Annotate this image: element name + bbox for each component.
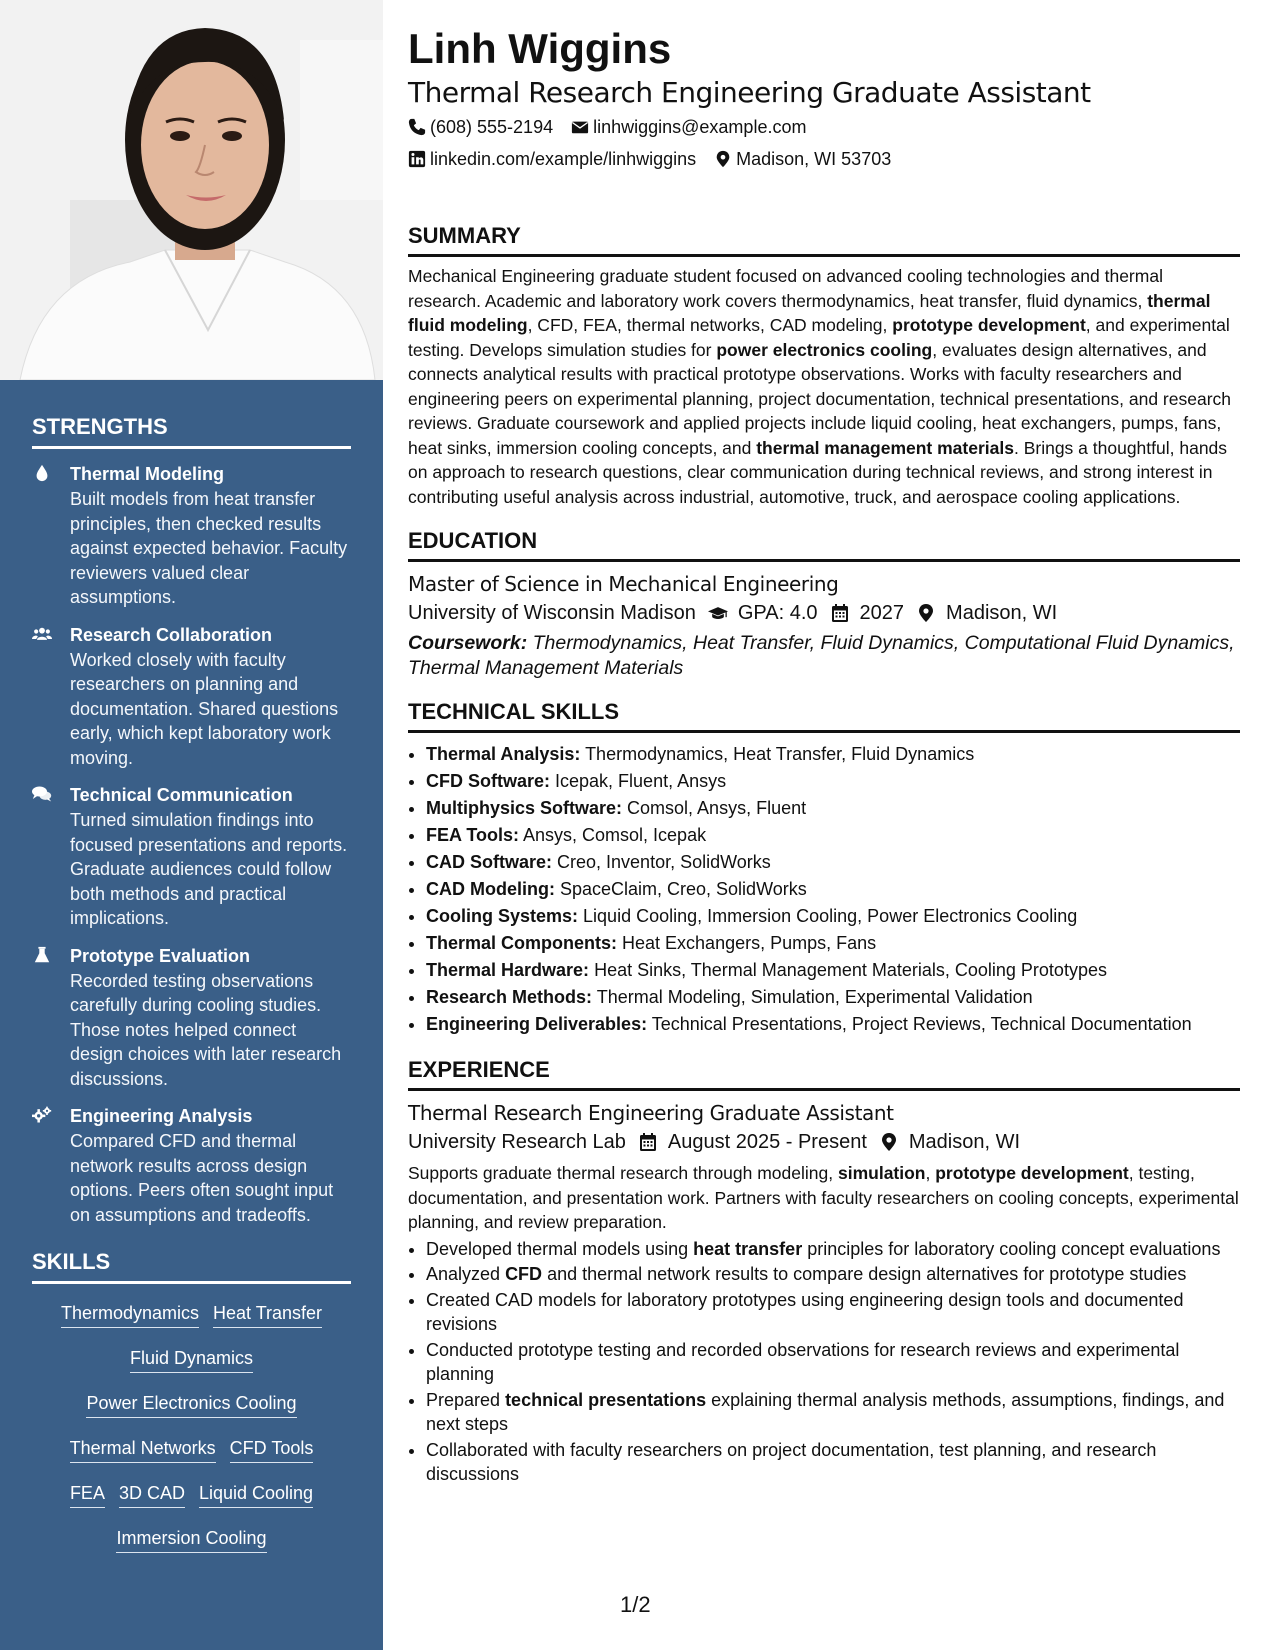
skill-category: Thermal Analysis: xyxy=(426,744,581,764)
text-run: Developed thermal models using xyxy=(426,1238,694,1259)
skills-heading: SKILLS xyxy=(32,1249,351,1284)
map-pin-icon xyxy=(714,150,732,168)
text-run: . Brings a thoughtful, hands on approach to research questions, clear communication during technical reviews, and strong interest in contributing useful analysis across industrial, automotive, truck, and aerospace cooling applications. xyxy=(408,437,1228,507)
skill-tag: Liquid Cooling xyxy=(199,1482,313,1508)
summary-text xyxy=(408,264,1240,509)
text-run: and thermal network results to compare design alternatives for prototype studies xyxy=(542,1264,1187,1284)
experience-meta xyxy=(408,1127,1240,1157)
strength-description: Compared CFD and thermal network results across design options. Peers often sought input on assumptions and tradeoffs. xyxy=(70,1131,334,1225)
school-name: University of Wisconsin Madison xyxy=(408,602,696,624)
strength-title: Technical Communication xyxy=(70,785,293,805)
flask-icon xyxy=(32,943,70,1092)
strength-item xyxy=(32,622,351,771)
experience-bullet xyxy=(426,1237,1240,1262)
bold-text: heat transfer xyxy=(693,1238,803,1259)
skill-tag: Power Electronics Cooling xyxy=(86,1392,296,1418)
comments-icon xyxy=(32,782,70,931)
text-run: , evaluates design alternatives, and connects analytical results with practical prototype observations. Works with faculty researchers and engineering peers on experimental planning, project documentation, technical presentations, and research reviews. Graduate coursework and applied projects include liquid cooling, heat exchangers, pumps, fans, heat sinks, immersion cooling concepts, and xyxy=(408,339,1232,458)
skill-values: Heat Sinks, Thermal Management Materials, Cooling Prototypes xyxy=(589,960,1107,980)
calendar-icon xyxy=(638,1132,658,1152)
technical-skill-item xyxy=(426,795,1240,822)
job-title: Thermal Research Engineering Graduate Assistant xyxy=(408,76,1091,109)
linkedin-icon xyxy=(408,150,426,168)
skill-values: Liquid Cooling, Immersion Cooling, Power Electronics Cooling xyxy=(578,906,1078,926)
skill-values: Thermodynamics, Heat Transfer, Fluid Dynamics xyxy=(580,744,975,764)
text-run: , testing, documentation, and presentation work. Partners with faculty researchers on cooling concepts, experimental planning, and review preparation. xyxy=(408,1163,1239,1232)
strengths-heading: STRENGTHS xyxy=(32,414,351,449)
contact-row xyxy=(408,112,1240,142)
education-meta xyxy=(408,598,1240,628)
skill-tag: CFD Tools xyxy=(230,1437,314,1463)
skill-category: CAD Modeling: xyxy=(426,879,555,899)
main-content xyxy=(408,22,1240,1488)
phone-icon xyxy=(408,118,426,136)
calendar-icon xyxy=(830,603,850,623)
text-run: , and experimental testing. Develops simulation studies for xyxy=(408,315,1230,360)
strength-description: Built models from heat transfer principles, then checked results against expected behavior. Faculty reviewers valued clear assumptions. xyxy=(70,489,348,607)
location-text: Madison, WI 53703 xyxy=(736,149,892,169)
contact-row xyxy=(408,144,1240,174)
technical-skill-item xyxy=(426,849,1240,876)
text-run: Conducted prototype testing and recorded observations for research reviews and experimental planning xyxy=(426,1339,1180,1384)
bold-text: simulation xyxy=(837,1163,926,1183)
map-pin-icon xyxy=(879,1132,899,1152)
skill-tag: Thermodynamics xyxy=(61,1302,199,1328)
education-heading: EDUCATION xyxy=(408,527,1240,562)
job-location: Madison, WI xyxy=(908,1131,1021,1153)
experience-bullet xyxy=(426,1338,1240,1387)
skill-category: CFD Software: xyxy=(426,771,551,791)
text-run: Analyzed xyxy=(426,1264,506,1284)
phone-contact xyxy=(408,112,553,142)
technical-skill-item xyxy=(426,768,1240,795)
skill-category: Thermal Hardware: xyxy=(426,960,590,980)
skill-category: Research Methods: xyxy=(426,987,593,1007)
skill-tag: FEA xyxy=(70,1482,105,1508)
gpa: GPA: 4.0 xyxy=(737,602,818,624)
candidate-name: Linh Wiggins xyxy=(408,25,672,72)
technical-skill-item xyxy=(426,1011,1240,1038)
profile-photo-image xyxy=(0,0,383,380)
skill-values: Heat Exchangers, Pumps, Fans xyxy=(617,933,877,953)
strength-title: Thermal Modeling xyxy=(70,464,225,484)
skill-tag: Immersion Cooling xyxy=(116,1527,266,1553)
job-role: Thermal Research Engineering Graduate Assistant xyxy=(408,1101,894,1125)
text-run: , xyxy=(925,1163,936,1183)
strength-item xyxy=(32,1103,351,1227)
strength-description: Worked closely with faculty researchers on planning and documentation. Shared questions early, which kept laboratory work moving. xyxy=(70,649,339,768)
graduation-cap-icon xyxy=(708,603,728,623)
technical-skill-item xyxy=(426,930,1240,957)
skill-values: Creo, Inventor, SolidWorks xyxy=(552,852,771,872)
experience-bullet xyxy=(426,1262,1240,1287)
technical-skill-item xyxy=(426,876,1240,903)
linkedin-url[interactable]: linkedin.com/example/linhwiggins xyxy=(430,149,697,169)
experience-bullet xyxy=(426,1438,1240,1487)
skill-category: Thermal Components: xyxy=(426,933,618,953)
strength-title: Research Collaboration xyxy=(70,624,273,645)
technical-skills-list xyxy=(426,741,1240,1038)
bold-text: CFD xyxy=(505,1264,543,1284)
strength-title: Prototype Evaluation xyxy=(70,945,251,966)
skill-values: SpaceClaim, Creo, SolidWorks xyxy=(554,879,807,899)
linkedin-contact[interactable] xyxy=(408,144,696,174)
bold-text: thermal management materials xyxy=(756,437,1014,458)
text-run: Mechanical Engineering graduate student focused on advanced cooling technologies and thermal research. Academic and laboratory work covers thermodynamics, heat transfer, fluid dynamics, xyxy=(408,266,1163,311)
text-run: Supports graduate thermal research through modeling, xyxy=(408,1163,838,1183)
skill-category: Cooling Systems: xyxy=(426,906,579,926)
skill-tag: Fluid Dynamics xyxy=(130,1347,253,1373)
location-contact xyxy=(714,144,891,174)
bold-text: prototype development xyxy=(892,315,1086,335)
text-run: , CFD, FEA, thermal networks, CAD modeling, xyxy=(527,315,893,335)
skill-category: FEA Tools: xyxy=(426,825,519,845)
bold-text: prototype development xyxy=(935,1163,1129,1183)
text-run: Collaborated with faculty researchers on project documentation, test planning, and research discussions xyxy=(426,1439,1157,1484)
technical-skill-item xyxy=(426,822,1240,849)
organization: University Research Lab xyxy=(408,1131,626,1153)
sidebar xyxy=(0,0,383,1650)
technical-skill-item xyxy=(426,741,1240,768)
text-run: Prepared xyxy=(426,1389,506,1410)
technical-skill-item xyxy=(426,903,1240,930)
bold-text: thermal fluid modeling xyxy=(408,290,1211,335)
technical-skill-item xyxy=(426,984,1240,1011)
coursework xyxy=(408,631,1240,680)
droplet-icon xyxy=(32,461,70,610)
skill-tag: 3D CAD xyxy=(119,1482,185,1508)
experience-heading: EXPERIENCE xyxy=(408,1056,1240,1091)
technical-skills-heading: TECHNICAL SKILLS xyxy=(408,698,1240,733)
skill-category: Multiphysics Software: xyxy=(426,798,623,818)
experience-intro xyxy=(408,1161,1240,1235)
text-run: Created CAD models for laboratory prototypes using engineering design tools and documented revisions xyxy=(426,1289,1184,1334)
skills-list xyxy=(32,1292,351,1562)
email-contact[interactable] xyxy=(571,112,806,142)
skill-values: Ansys, Comsol, Icepak xyxy=(519,825,707,845)
gears-icon xyxy=(32,1103,70,1227)
employment-dates: August 2025 - Present xyxy=(667,1131,867,1153)
sidebar-panel xyxy=(0,380,383,1650)
skill-values: Technical Presentations, Project Reviews, Technical Documentation xyxy=(647,1014,1192,1034)
phone-number: (608) 555-2194 xyxy=(430,117,554,137)
email-address[interactable]: linhwiggins@example.com xyxy=(593,117,807,137)
skill-values: Icepak, Fluent, Ansys xyxy=(550,771,727,791)
text-run: explaining thermal analysis methods, assumptions, findings, and next steps xyxy=(426,1389,1225,1434)
experience-bullets xyxy=(426,1237,1240,1487)
coursework-label: Coursework: xyxy=(408,632,528,654)
users-icon xyxy=(32,622,70,771)
technical-skill-item xyxy=(426,957,1240,984)
summary-heading: SUMMARY xyxy=(408,222,1240,257)
school-location: Madison, WI xyxy=(946,602,1058,624)
skill-tag: Heat Transfer xyxy=(213,1302,322,1328)
bold-text: technical presentations xyxy=(505,1389,707,1410)
skill-category: Engineering Deliverables: xyxy=(426,1014,648,1034)
strength-description: Recorded testing observations carefully during cooling studies. Those notes helped connect design choices with later research discussions. xyxy=(70,970,342,1089)
strength-item xyxy=(32,461,351,610)
graduation-year: 2027 xyxy=(859,602,905,624)
experience-bullet xyxy=(426,1288,1240,1337)
strength-title: Engineering Analysis xyxy=(70,1106,253,1126)
map-pin-icon xyxy=(916,603,936,623)
experience-bullet xyxy=(426,1388,1240,1437)
degree-title: Master of Science in Mechanical Engineering xyxy=(408,572,839,596)
skill-tag: Thermal Networks xyxy=(70,1437,216,1463)
skill-values: Thermal Modeling, Simulation, Experimental Validation xyxy=(592,987,1033,1007)
profile-photo xyxy=(0,0,383,380)
strength-description: Turned simulation findings into focused presentations and reports. Graduate audiences could follow both methods and practical implications. xyxy=(70,810,348,928)
bold-text: power electronics cooling xyxy=(716,339,933,360)
coursework-list: Thermodynamics, Heat Transfer, Fluid Dynamics, Computational Fluid Dynamics, Thermal Management Materials xyxy=(408,632,1235,679)
text-run: principles for laboratory cooling concept evaluations xyxy=(802,1238,1221,1259)
strength-item xyxy=(32,782,351,931)
envelope-icon xyxy=(571,118,589,136)
page-number: 1/2 xyxy=(620,1592,651,1617)
skill-values: Comsol, Ansys, Fluent xyxy=(622,798,807,818)
strength-item xyxy=(32,943,351,1092)
skill-category: CAD Software: xyxy=(426,852,553,872)
